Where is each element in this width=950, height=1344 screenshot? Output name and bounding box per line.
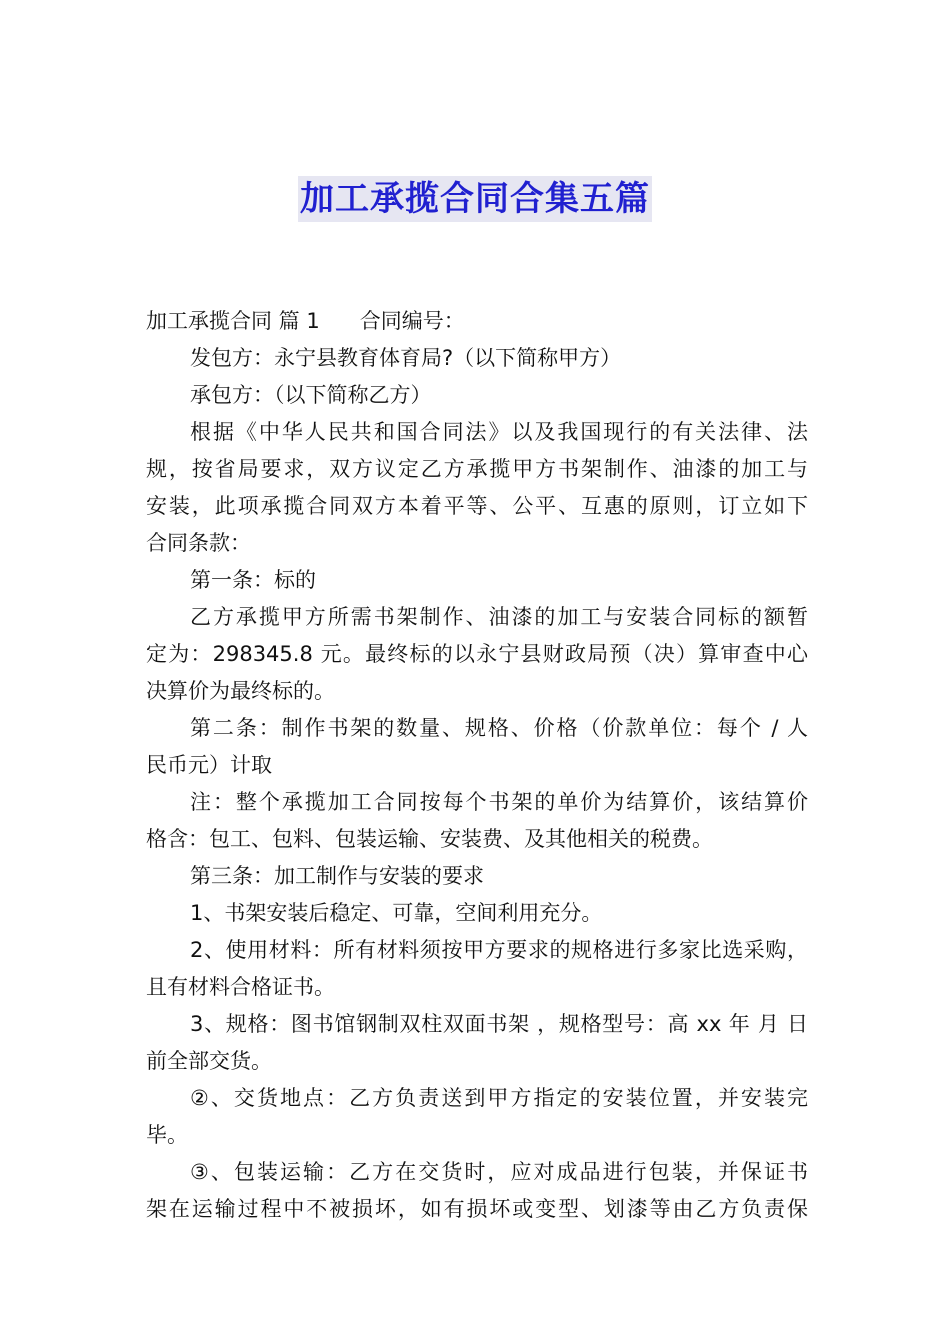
list-item: 1、书架安装后稳定、可靠，空间利用充分。 [190, 901, 603, 925]
list-item: 3、规格：图书馆钢制双柱双面书架 ，规格型号：高 xx 年 月 日 [190, 1012, 808, 1036]
paragraph-line: 承包方：（以下简称乙方） [190, 383, 432, 407]
document-body [146, 303, 808, 1228]
paragraph-line: 安装，此项承揽合同双方本着平等、公平、互惠的原则，订立如下 [146, 494, 808, 518]
list-item: ②、交货地点：乙方负责送到甲方指定的安装位置，并安装完 [190, 1086, 808, 1110]
article-heading: 第一条：标的 [190, 568, 316, 592]
paragraph-line: 注：整个承揽加工合同按每个书架的单价为结算价，该结算价 [190, 790, 808, 814]
paragraph-line: 前全部交货。 [146, 1049, 272, 1073]
paragraph-line: 架在运输过程中不被损坏，如有损坏或变型、划漆等由乙方负责保 [146, 1197, 808, 1221]
paragraph-line: 且有材料合格证书。 [146, 975, 335, 999]
paragraph-line: 毕。 [146, 1123, 188, 1147]
list-item: ③、包装运输：乙方在交货时，应对成品进行包装，并保证书 [190, 1160, 808, 1184]
paragraph-line: 根据《中华人民共和国合同法》以及我国现行的有关法律、法 [190, 420, 808, 444]
paragraph-line: 决算价为最终标的。 [146, 679, 335, 703]
paragraph-line: 格含：包工、包料、包装运输、安装费、及其他相关的税费。 [146, 827, 713, 851]
contract-heading: 加工承揽合同 篇 1 [146, 309, 320, 333]
paragraph-line: 合同条款： [146, 531, 251, 555]
paragraph-line: 乙方承揽甲方所需书架制作、油漆的加工与安装合同标的额暂 [190, 605, 808, 629]
paragraph-line: 发包方：永宁县教育体育局?（以下简称甲方） [190, 346, 622, 370]
title-wrap [0, 176, 950, 222]
paragraph-line: 规，按省局要求，双方议定乙方承揽甲方书架制作、油漆的加工与 [146, 457, 808, 481]
document-title: 加工承揽合同合集五篇 [298, 176, 652, 222]
paragraph-line: 定为：298345.8 元。最终标的以永宁县财政局预（决）算审查中心 [146, 642, 808, 666]
list-item: 2、使用材料：所有材料须按甲方要求的规格进行多家比选采购， [190, 938, 808, 962]
paragraph-line [146, 303, 808, 340]
article-heading: 第三条：加工制作与安装的要求 [190, 864, 484, 888]
paragraph-line: 民币元）计取 [146, 753, 272, 777]
contract-number-label: 合同编号： [359, 309, 465, 333]
article-heading: 第二条：制作书架的数量、规格、价格（价款单位：每个 / 人 [190, 716, 808, 740]
